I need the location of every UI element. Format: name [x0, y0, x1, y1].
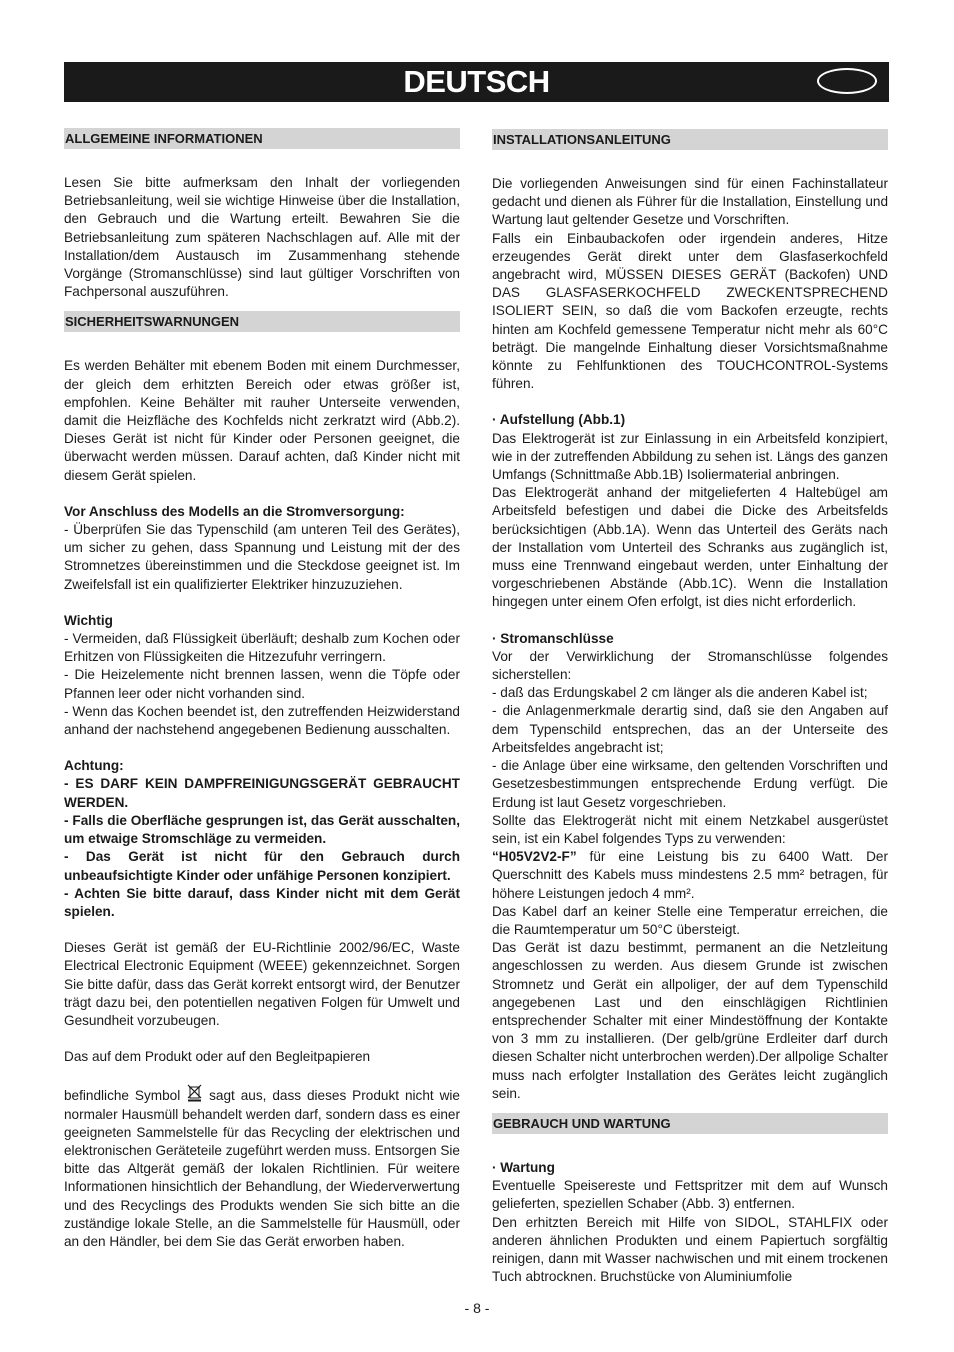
- weee-paragraph: Dieses Gerät ist gemäß der EU-Richtlinie 2002/96/EC, Waste Electrical Electronic Equipment (WEEE) gekennzeichnet. Sorgen Sie bitte dafür, dass das Gerät korrekt entsorgt wird, der Benutzer trägt dazu bei, den potentiellen negativen Folgen für Umwelt und Gesundheit vorzubeugen.: [64, 940, 460, 1028]
- right-column: [492, 129, 888, 1286]
- cable-type: “H05V2V2-F”: [492, 849, 577, 865]
- attention-item-4: - Achten Sie bitte darauf, dass Kinder nicht mit dem Gerät spielen.: [64, 885, 460, 919]
- power-text-5: Sollte das Elektrogerät nicht mit einem Netzkabel ausgerüstet sein, ist ein Kabel folgendes Typs zu verwenden:: [492, 812, 888, 846]
- important-item-1: - Vermeiden, daß Flüssigkeit überläuft; deshalb zum Kochen oder Erhitzen von Flüssigkeiten die Hitzezufuhr verringern.: [64, 631, 460, 665]
- section-heading-general: ALLGEMEINE INFORMATIONEN: [64, 128, 460, 149]
- important-item-3: - Wenn das Kochen beendet ist, den zutreffenden Heizwiderstand anhand der nachstehend angegebenen Bedienung ausschalten.: [64, 703, 460, 738]
- symbol-text-before: befindliche Symbol: [64, 1088, 181, 1104]
- attention-item-3: - Das Gerät ist nicht für den Gebrauch durch unbeaufsichtigte Kinder oder unfähige Personen konzipiert.: [64, 849, 460, 883]
- power-heading: · Stromanschlüsse: [492, 630, 614, 646]
- important-heading: Wichtig: [64, 612, 113, 628]
- symbol-paragraph: [64, 1084, 460, 1251]
- power-text-7: Das Gerät ist dazu bestimmt, permanent an die Netzleitung angeschlossen zu werden. Aus diesem Grunde ist zwischen Stromnetz und Gerät ein allpoliger, der auf dem Typenschild angegebenen Last und den einschlägigen Richtlinien entsprechender Schalter mit einer Mindestöffnung der Kontakte von 3 mm zu installieren. (Der gelb/grüne Erdleiter darf durch diesen Schalter nicht unterbrochen werden).Der allpolige Schalter muss nach erfolgter Installation des Gerätes leicht zugänglich sein.: [492, 940, 888, 1101]
- attention-item-2: - Falls die Oberfläche gesprungen ist, das Gerät ausschalten, um etwaige Stromschläge zu vermeiden.: [64, 812, 460, 847]
- install-intro-2: Falls ein Einbaubackofen oder irgendein anderes, Hitze erzeugendes Gerät direkt unter dem Glasfaserkochfeld angebracht wird, MÜSSEN DIESES GERÄT (Backofen) UND DAS GLASFASERKOCHFELD ZWECKENTSPRECHEND ISOLIERT SEIN, so daß die vom Backofen erzeugte, rechts hinten am Kochfeld gemessene Temperatur nicht mehr als 60°C beträgt. Die mangelnde Einhaltung dieser Vorsichtsmaßnahme könnte zu Fehlfunktionen des TOUCHCONTROL-Systems führen.: [492, 230, 888, 392]
- cable-paragraph: [492, 848, 888, 903]
- page-title: DEUTSCH: [403, 64, 550, 99]
- section-heading-installation: INSTALLATIONSANLEITUNG: [492, 129, 888, 150]
- install-intro-1: Die vorliegenden Anweisungen sind für einen Fachinstallateur gedacht und dienen als Führer für die Installation, Einstellung und Wartung laut geltender Gesetze und Vorschriften.: [492, 176, 888, 228]
- maintenance-heading: · Wartung: [492, 1159, 555, 1175]
- cable-text: für eine Leistung bis zu 6400 Watt. Der Querschnitt des Kabels muss mindestens 2.5 mm² betragen, für höhere Leistungen jedoch 4 mm².: [492, 849, 888, 901]
- left-column: [64, 128, 460, 1251]
- attention-heading: Achtung:: [64, 758, 124, 774]
- setup-text-1: Das Elektrogerät ist zur Einlassung in ein Arbeitsfeld konzipiert, wie in der zutreffenden Abbildung zu sehen ist. Längs des ganzen Umfangs (Schnittmaße Abb.1B) Isoliermaterial anbringen.: [492, 430, 888, 483]
- maintenance-text-1: Eventuelle Speisereste und Fettspritzer mit dem auf Wunsch gelieferten, speziellen Schaber (Abb. 3) entfernen.: [492, 1178, 888, 1212]
- safety-intro: Es werden Behälter mit ebenem Boden mit einem Durchmesser, der gleich dem erhitzten Bereich oder etwas größer ist, empfohlen. Keine Behälter mit rauher Unterseite verwenden, damit die Heizfläche des Kochfelds nicht zerkratzt wird (Abb.2). Dieses Gerät ist nicht für Kinder oder Personen geeignet, die überwacht werden müssen. Darauf achten, daß Kinder nicht mit diesem Gerät spielen.: [64, 358, 460, 483]
- setup-text-2: Das Elektrogerät anhand der mitgelieferten 4 Haltebügel am Arbeitsfeld befestigen und dabei die Dicke des Arbeitsfelds berücksichtigen (Abb.1A). Wenn das Unterteil des Geräts nach der Installation vom Unterteil des Schranks aus zugänglich ist, muss eine Trennwand eingebaut werden, unter Einhaltung der vorgeschriebenen Abstände (Abb.1C). Wenn die Installation hingegen unter einem Ofen erfolgt, ist dies nicht erforderlich.: [492, 485, 888, 610]
- power-text-4: - die Anlage über eine wirksame, den geltenden Vorschriften und Gesetzesbestimmungen entsprechende Erdung verfügt. Die Erdung ist laut Gesetz vorgeschrieben.: [492, 758, 888, 810]
- section-heading-usage: GEBRAUCH UND WARTUNG: [492, 1113, 888, 1134]
- power-text-2: - daß das Erdungskabel 2 cm länger als die anderen Kabel ist;: [492, 685, 868, 701]
- power-text-6: Das Kabel darf an keiner Stelle eine Temperatur erreichen, die die Raumtemperatur um 50°C übersteigt.: [492, 903, 888, 937]
- power-text-1: Vor der Verwirklichung der Stromanschlüsse folgendes sicherstellen:: [492, 648, 888, 683]
- maintenance-text-2: Den erhitzten Bereich mit Hilfe von SIDOL, STAHLFIX oder anderen ähnlichen Produkten und einem Papiertuch sorgfältig reinigen, dann mit Wasser nachwischen und mit einem trockenen Tuch abtrocknen. Bruchstücke von Aluminiumfolie: [492, 1214, 888, 1285]
- general-paragraph: Lesen Sie bitte aufmerksam den Inhalt der vorliegenden Betriebsanleitung, weil sie wichtige Hinweise über die Installation, den Gebrauch und die Wartung erteilt. Bewahren Sie die Betriebsanleitung zum späteren Nachschlagen auf. Alle mit der Installation/dem Austausch im Zusammenhang stehende Vorgänge (Stromanschlüsse) sind laut gültiger Vorschriften von Fachpersonal auszuführen.: [64, 175, 460, 300]
- before-connection-heading: Vor Anschluss des Modells an die Stromversorgung:: [64, 503, 405, 519]
- crossed-bin-icon: [186, 1084, 203, 1102]
- power-text-3: - die Anlagenmerkmale derartig sind, daß sie den Angaben auf dem Typenschild entsprechen, das an der Unterseite des Arbeitsfeldes angebracht ist;: [492, 703, 888, 755]
- symbol-line: Das auf dem Produkt oder auf den Begleitpapieren: [64, 1049, 371, 1065]
- page-number: - 8 -: [464, 1300, 490, 1316]
- before-connection-text: - Überprüfen Sie das Typenschild (am unteren Teil des Gerätes), um sicher zu gehen, dass Spannung und Leistung mit der des Stromnetzes übereinstimmen und die Steckdose geeignet ist. Im Zweifelsfall ist ein qualifizierter Elektriker hinzuzuziehen.: [64, 522, 460, 592]
- important-item-2: - Die Heizelemente nicht brennen lassen, wenn die Töpfe oder Pfannen leer oder nicht vorhanden sind.: [64, 667, 460, 701]
- symbol-text-after: sagt aus, dass dieses Produkt nicht wie normaler Hausmüll behandelt werden darf, sondern dass es einer geeigneten Sammelstelle für das Recycling der elektrischen und elektronischen Geräteteile zugeführt werden muss. Entsorgen Sie bitte das Altgerät gemäß der lokalen Richtlinien. Für weitere Informationen hinsichtlich der Behandlung, der Wiederverwertung und des Recyclings des Produkts wenden Sie sich bitte an die zuständige lokale Stelle, an die Sammelstelle für Hausmüll, oder an den Händler, bei dem Sie das Gerät erworben haben.: [64, 1088, 460, 1249]
- language-code-oval: [817, 68, 877, 94]
- attention-item-1: - ES DARF KEIN DAMPFREINIGUNGSGERÄT GEBRAUCHT WERDEN.: [64, 776, 460, 810]
- language-banner: [64, 62, 889, 102]
- section-heading-safety: SICHERHEITSWARNUNGEN: [64, 311, 460, 332]
- setup-heading: · Aufstellung (Abb.1): [492, 412, 626, 428]
